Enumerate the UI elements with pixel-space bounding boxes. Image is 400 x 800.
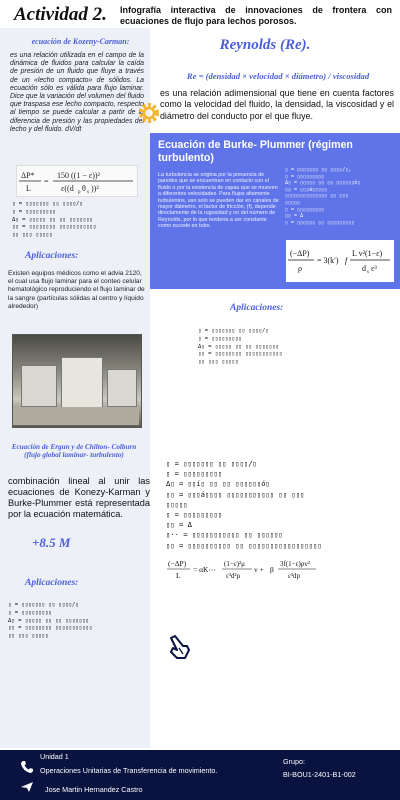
footer-unit: Unidad 1 bbox=[40, 752, 69, 761]
reynolds-equation: Re = (densidad × velocidad × diámetro) / viscosidad bbox=[186, 71, 370, 81]
svg-text:=: = bbox=[44, 177, 49, 186]
symbol-line: ▯▯ ▯▯▯ ▯▯▯▯▯ bbox=[198, 359, 239, 366]
page-title: Actividad 2. bbox=[14, 4, 107, 25]
symbol-line: ▯·· = ▯▯▯▯▯▯▯▯▯▯▯ ▯▯ ▯▯▯▯▯▯ bbox=[166, 530, 283, 540]
svg-text:3f(1−ε)ρv²: 3f(1−ε)ρv² bbox=[280, 560, 310, 568]
svg-text:L: L bbox=[26, 184, 31, 193]
kozeny-formula bbox=[16, 165, 138, 197]
applications-symbols-2 bbox=[198, 328, 368, 367]
symbol-line: ▯ = ▯▯▯▯▯▯▯▯▯ bbox=[166, 510, 223, 520]
applications-text-1: Existen equipos médicos como el advia 2120, el cual usa flujo laminar para el conteo celular hematológico reproduciendo el flujo laminar de la sangre (partículas sólidas al centro y líquido alrededor) bbox=[8, 270, 145, 310]
symbol-line: ▯ = ▯▯▯▯▯▯▯ ▯▯ ▯▯▯▯/▯ bbox=[198, 328, 269, 334]
svg-text:(−ΔP): (−ΔP) bbox=[290, 249, 310, 258]
svg-text:ε((d: ε((d bbox=[61, 184, 74, 193]
symbol-line: ▯▯ ▯▯▯ ▯▯▯▯▯ bbox=[12, 232, 53, 239]
symbol-line: ▯ = ▯▯▯▯▯▯▯▯▯ bbox=[285, 206, 325, 213]
svg-text:ρ: ρ bbox=[298, 264, 302, 273]
lab-equipment-photo bbox=[12, 334, 142, 428]
ergun-value: +8.5 M bbox=[32, 535, 71, 550]
symbol-line: ▯▯ = ▯▯▯á▯▯▯▯ ▯▯▯▯▯▯▯▯▯▯▯ ▯▯ ▯▯▯ bbox=[166, 489, 305, 499]
svg-text:L v²(1−ε): L v²(1−ε) bbox=[352, 249, 383, 258]
symbol-line: ▯ = ▯▯▯▯▯▯▯▯▯ bbox=[166, 469, 223, 479]
kozeny-title: ecuación de Kozeny-Carman: bbox=[31, 37, 130, 46]
symbol-line: ▯ = ▯▯▯▯▯▯▯▯▯ bbox=[285, 173, 325, 180]
applications-symbols-3 bbox=[8, 602, 148, 641]
svg-text:L: L bbox=[176, 571, 181, 580]
symbol-line: ▯▯ = ▯▯▯á▯▯▯▯▯ bbox=[285, 186, 328, 193]
symbol-line: ▯▯ = ▯▯▯▯▯▯▯▯▯▯ ▯▯ ▯▯▯▯▯▯▯▯▯▯▯▯▯▯▯▯▯ bbox=[166, 540, 322, 550]
symbol-line: ▯▯ = ▯▯▯▯▯▯▯▯ ▯▯▯▯▯▯▯▯▯▯▯ bbox=[12, 224, 97, 231]
symbol-line: ▯ = ▯▯▯▯▯▯▯ ▯▯ ▯▯▯▯/▯ bbox=[12, 201, 83, 207]
svg-text:ε³dp: ε³dp bbox=[288, 572, 301, 580]
symbol-line: ▯▯ = ▯▯▯▯▯▯▯▯ ▯▯▯▯▯▯▯▯▯▯▯ bbox=[198, 351, 283, 358]
applications-title-3: Aplicaciones: bbox=[25, 578, 79, 588]
burke-symbols bbox=[285, 167, 395, 226]
symbol-line: Δ▯ = ▯▯▯▯▯ ▯▯ ▯▯ ▯▯▯▯▯▯▯ bbox=[198, 343, 279, 350]
svg-text:s: s bbox=[367, 270, 369, 275]
svg-text:ε³: ε³ bbox=[371, 264, 377, 273]
svg-text:β: β bbox=[270, 565, 274, 574]
symbol-line: ▯ = ▯▯▯▯▯▯▯▯▯ bbox=[12, 208, 56, 215]
symbol-line: ▯▯▯▯▯ bbox=[166, 499, 188, 509]
photo-device bbox=[107, 369, 137, 407]
symbol-line: ▯▯ = Δ bbox=[285, 213, 304, 220]
symbol-line: ▯ = ▯▯▯▯▯▯▯▯▯ bbox=[198, 335, 242, 342]
burke-title: Ecuación de Burke- Plummer (régimen turbulento) bbox=[158, 139, 353, 164]
symbol-line: Δ▯ = ▯▯▯▯▯ ▯▯ ▯▯ ▯▯▯▯▯▯▯ bbox=[12, 216, 93, 223]
svg-text:ε³d²ρ: ε³d²ρ bbox=[226, 572, 241, 580]
symbol-line: ▯ = ▯▯▯▯▯▯▯ ▯▯ ▯▯▯▯/▯ bbox=[8, 602, 79, 608]
svg-text:(1−ε)²μ: (1−ε)²μ bbox=[224, 560, 245, 568]
symbol-line: ▯ = ▯▯▯▯▯▯▯ ▯▯ ▯▯▯▯/▯, bbox=[285, 167, 352, 173]
ergun-text: combinación lineal al unir las ecuaciones de Konezy-Karman y Burke-Plummer está representada por la ecuación matemática. bbox=[8, 476, 150, 519]
symbol-line: ▯ = ▯▯▯▯▯▯ ▯▯ ▯▯▯▯▯▯▯▯▯ bbox=[285, 219, 355, 226]
symbol-line: Δ▯ = ▯▯▯▯▯ ▯▯ ▯▯ ▯▯▯▯▯▯ó▯ bbox=[285, 180, 361, 187]
svg-text:150 ((1 − ε))²: 150 ((1 − ε))² bbox=[57, 171, 100, 180]
applications-title-2: Aplicaciones: bbox=[230, 303, 284, 313]
svg-text:s: s bbox=[87, 190, 89, 195]
burke-formula bbox=[286, 240, 394, 282]
footer-author: Jose Martin Hernandez Castro bbox=[45, 785, 143, 794]
reynolds-text: es una relación adimensional que tiene en cuenta factores como la velocidad del fluido, la densidad, la viscosidad y el diámetro del conducto por el que fluye. bbox=[160, 88, 394, 121]
symbol-line: ▯▯▯▯▯▯▯▯▯▯▯▯▯▯ ▯▯ ▯▯▯ bbox=[285, 193, 349, 200]
phone-icon bbox=[20, 760, 34, 774]
pointer-hand-icon[interactable] bbox=[165, 634, 191, 660]
kozeny-formula-graphic bbox=[17, 166, 137, 196]
symbol-line: ▯▯ = ▯▯▯▯▯▯▯▯ ▯▯▯▯▯▯▯▯▯▯▯ bbox=[8, 625, 93, 632]
svg-text:f: f bbox=[345, 256, 348, 265]
ergun-symbols bbox=[166, 459, 366, 551]
svg-text:= 3(k′): = 3(k′) bbox=[317, 256, 339, 265]
footer-group: BI-BOU1-2401-B1-002 bbox=[283, 770, 356, 779]
burke-formula-graphic bbox=[286, 240, 394, 282]
footer-group-label: Grupo: bbox=[283, 757, 305, 766]
send-icon bbox=[20, 780, 34, 792]
symbol-line: ▯ = ▯▯▯▯▯▯▯ ▯▯ ▯▯▯▯/▯ bbox=[166, 459, 257, 468]
page-subtitle: Infografía interactiva de innovaciones de frontera con ecuaciones de flujo para lechos porosos. bbox=[120, 5, 392, 26]
burke-text: La turbulencia se origina por la presencia de paredes que se encuentran en contacto con el fluido o por la existencia de capas que se mueven a diferentes velocidades. Para flujos altamente turbulentos, uso solo se pueden dar en canales de mayor diámetro, el factor de fricción, (f), depende directamente de la rugosidad y no del número de Reynolds, por lo que tenderia a ser constante como sucede en tubo. bbox=[158, 172, 279, 230]
svg-text:d: d bbox=[362, 264, 366, 273]
svg-text:(−ΔP): (−ΔP) bbox=[168, 559, 187, 568]
ergun-title: Ecuación de Ergun y de Chilton- Colburn (flujo global laminar- turbulento) bbox=[11, 443, 137, 459]
applications-title-1: Aplicaciones: bbox=[25, 251, 79, 261]
photo-device bbox=[21, 365, 57, 407]
svg-text:p: p bbox=[78, 190, 81, 195]
ergun-formula-graphic bbox=[166, 558, 346, 580]
symbol-line: ▯▯ = Δ bbox=[166, 520, 192, 530]
svg-text:ΔP*: ΔP* bbox=[21, 171, 35, 180]
ergun-formula bbox=[166, 558, 346, 580]
symbol-line: Δ▯ = ▯▯í▯ ▯▯ ▯▯ ▯▯▯▯▯▯ó▯ bbox=[166, 479, 270, 489]
svg-text:= αK⋯: = αK⋯ bbox=[193, 565, 216, 574]
photo-device bbox=[61, 357, 103, 409]
symbol-line: ▯▯▯▯▯ bbox=[285, 199, 301, 206]
gear-icon bbox=[136, 100, 162, 126]
svg-text:v +: v + bbox=[254, 565, 264, 574]
svg-text:))²: ))² bbox=[91, 184, 99, 193]
symbol-line: ▯▯ ▯▯▯ ▯▯▯▯▯ bbox=[8, 633, 49, 640]
footer-course: Operaciones Unitarias de Transferencia de movimiento. bbox=[40, 766, 218, 775]
svg-text:θ: θ bbox=[82, 184, 86, 193]
kozeny-text: es una relación utilizada en el campo de la dinámica de fluidos para calcular la caída de presión de un fluido que fluye a través de un «lecho compacto» de sólidos. La ecuación sólo es válida para flujo laminar. Dice que la variación del volumen del fluido que traspasa ese lecho compacto, respecto al tiempo se puede calcular a partir de la diferencia de presión y las propiedades del lecho y del fluido. dV/dt bbox=[10, 52, 144, 133]
photo-bench bbox=[13, 407, 139, 425]
symbol-line: Δ▯ = ▯▯▯▯▯ ▯▯ ▯▯ ▯▯▯▯▯▯▯ bbox=[8, 617, 89, 624]
symbol-line: ▯ = ▯▯▯▯▯▯▯▯▯ bbox=[8, 609, 52, 616]
reynolds-title: Reynolds (Re). bbox=[219, 37, 311, 53]
kozeny-symbols bbox=[12, 201, 152, 240]
